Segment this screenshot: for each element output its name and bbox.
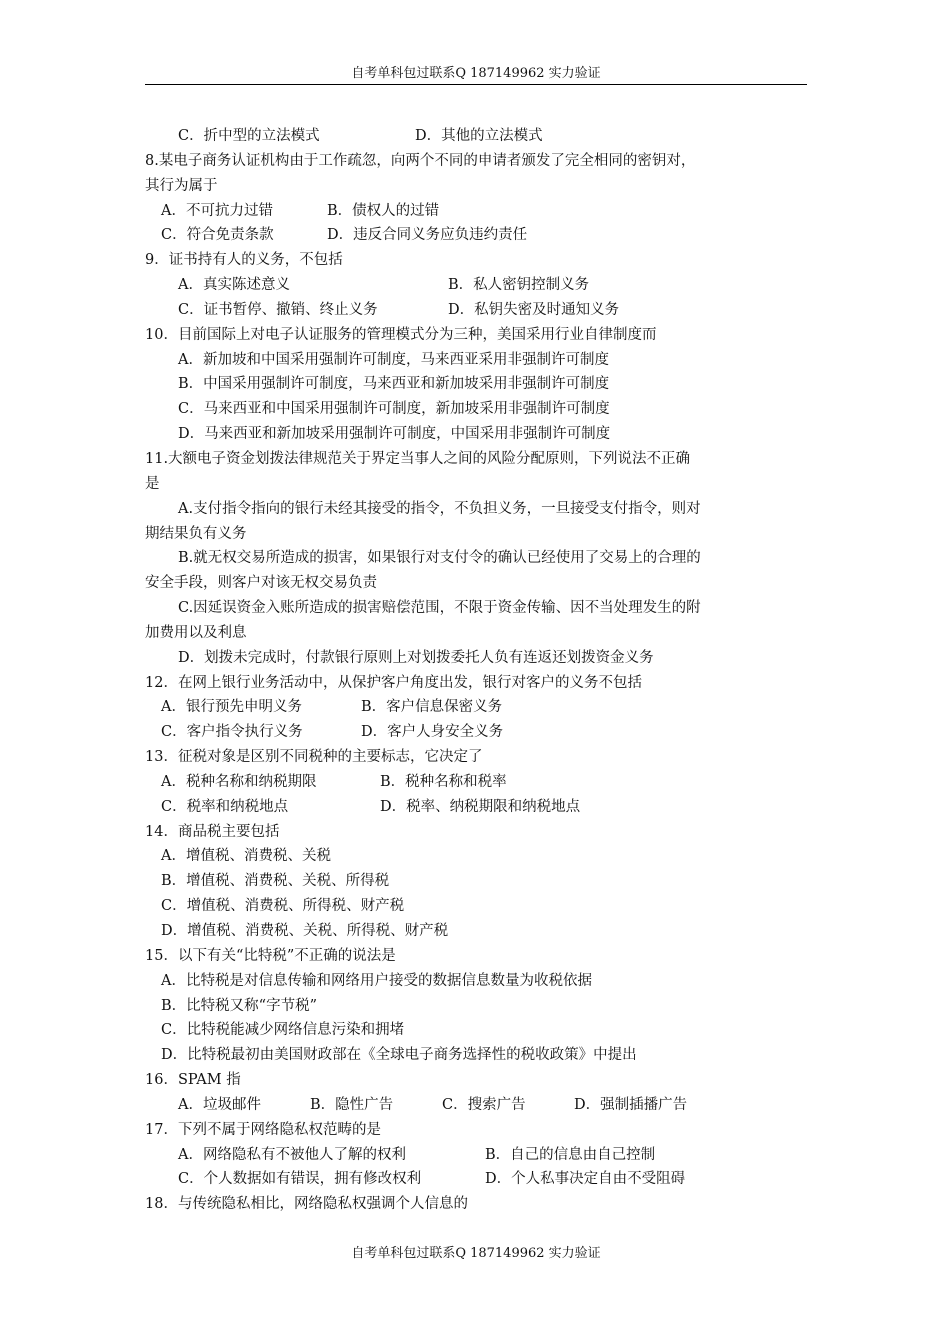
q10-option-b: B．中国采用强制许可制度，马来西亚和新加坡采用非强制许可制度 (178, 376, 610, 393)
q13-option-c: C．税率和纳税地点 (161, 798, 289, 815)
q17-option-d: D．个人私事决定自由不受阻碍 (485, 1171, 686, 1188)
q17-option-c: C．个人数据如有错误，拥有修改权利 (178, 1171, 422, 1188)
q17-options-ab (145, 1143, 815, 1168)
q7-option-d: D．其他的立法模式 (415, 128, 543, 144)
q9-options-cd (145, 298, 815, 323)
q17-option-a: A．网络隐私有不被他人了解的权利 (178, 1146, 406, 1163)
q17-stem: 17．下列不属于网络隐私权范畴的是 (145, 1121, 381, 1138)
q16-stem: 16．SPAM 指 (145, 1072, 241, 1089)
q8-option-c: C．符合免责条款 (161, 227, 274, 244)
q17-options-cd (145, 1167, 815, 1192)
q16-option-d: D．强制插播广告 (574, 1096, 688, 1113)
q9-option-d: D．私钥失密及时通知义务 (448, 301, 620, 318)
q12-options-ab (145, 695, 815, 720)
q7-options-cd (145, 124, 815, 149)
q14-option-d: D．增值税、消费税、关税、所得税、财产税 (161, 923, 449, 939)
document-body (145, 124, 815, 1217)
q16-options (145, 1093, 815, 1118)
q12-option-b: B．客户信息保密义务 (361, 699, 503, 716)
q13-options-ab (145, 770, 815, 795)
q11-option-c-cont: 加费用以及利息 (145, 624, 247, 641)
q10-option-c: C．马来西亚和中国采用强制许可制度，新加坡采用非强制许可制度 (178, 401, 610, 418)
q9-option-a: A．真实陈述意义 (178, 277, 290, 294)
q12-stem: 12．在网上银行业务活动中，从保护客户角度出发，银行对客户的义务不包括 (145, 674, 642, 691)
q13-stem: 13．征税对象是区别不同税种的主要标志，它决定了 (145, 749, 483, 766)
q11-stem-cont: 是 (145, 475, 160, 492)
q8-stem: 8.某电子商务认证机构由于工作疏忽，向两个不同的申请者颁发了完全相同的密钥对， (145, 152, 696, 169)
q13-option-d: D．税率、纳税期限和纳税地点 (380, 798, 581, 815)
q15-option-b: B．比特税又称“字节税” (161, 997, 317, 1014)
q14-option-b: B．增值税、消费税、关税、所得税 (161, 873, 390, 890)
q9-option-c: C．证书暂停、撤销、终止义务 (178, 301, 378, 318)
q8-options-cd (145, 223, 815, 248)
q16-option-b: B．隐性广告 (310, 1096, 394, 1113)
q8-option-d: D．违反合同义务应负违约责任 (327, 227, 528, 244)
q16-option-a: A．垃圾邮件 (178, 1096, 261, 1113)
q12-option-a: A．银行预先申明义务 (161, 699, 302, 716)
q8-option-a: A．不可抗力过错 (161, 202, 273, 219)
q10-option-a: A．新加坡和中国采用强制许可制度，马来西亚采用非强制许可制度 (178, 351, 609, 368)
q11-option-a: A.支付指令指向的银行未经其接受的指令，不负担义务，一旦接受支付指令，则对 (178, 500, 701, 517)
q16-option-c: C．搜索广告 (442, 1096, 526, 1113)
q8-option-b: B．债权人的过错 (327, 202, 440, 219)
q15-option-c: C．比特税能减少网络信息污染和拥堵 (161, 1022, 405, 1039)
q14-option-c: C．增值税、消费税、所得税、财产税 (161, 898, 405, 915)
q11-option-d: D．划拨未完成时，付款银行原则上对划拨委托人负有连返还划拨资金义务 (178, 649, 654, 666)
q10-stem: 10．目前国际上对电子认证服务的管理模式分为三种，美国采用行业自律制度而 (145, 326, 657, 343)
q17-option-b: B．自己的信息由自己控制 (485, 1146, 656, 1163)
q11-option-b-cont: 安全手段，则客户对该无权交易负责 (145, 575, 377, 592)
q8-options-ab (145, 199, 815, 224)
q14-stem: 14．商品税主要包括 (145, 823, 280, 840)
q11-option-c: C.因延误资金入账所造成的损害赔偿范围，不限于资金传输、因不当处理发生的附 (178, 600, 701, 617)
q15-option-a: A．比特税是对信息传输和网络用户接受的数据信息数量为收税依据 (161, 972, 592, 989)
q10-option-d: D．马来西亚和新加坡采用强制许可制度，中国采用非强制许可制度 (178, 426, 611, 443)
header-divider (145, 84, 807, 85)
q18-stem: 18．与传统隐私相比，网络隐私权强调个人信息的 (145, 1196, 468, 1213)
q12-option-c: C．客户指令执行义务 (161, 724, 303, 741)
q11-stem: 11.大额电子资金划拨法律规范关于界定当事人之间的风险分配原则，下列说法不正确 (145, 450, 691, 467)
q7-option-c: C．折中型的立法模式 (178, 128, 320, 144)
q11-option-a-cont: 期结果负有义务 (145, 525, 247, 542)
q13-option-b: B．税种名称和税率 (380, 773, 507, 790)
q13-options-cd (145, 795, 815, 820)
page-header: 自考单科包过联系Q 187149962 实力验证 (351, 66, 601, 81)
q9-stem: 9．证书持有人的义务，不包括 (145, 252, 343, 269)
page-footer: 自考单科包过联系Q 187149962 实力验证 (351, 1246, 601, 1261)
q12-options-cd (145, 720, 815, 745)
q15-stem: 15．以下有关“比特税”不正确的说法是 (145, 947, 396, 964)
q8-stem-cont: 其行为属于 (145, 177, 218, 194)
q9-options-ab (145, 273, 815, 298)
q12-option-d: D．客户人身安全义务 (361, 724, 504, 741)
q15-option-d: D．比特税最初由美国财政部在《全球电子商务选择性的税收政策》中提出 (161, 1047, 637, 1064)
q9-option-b: B．私人密钥控制义务 (448, 277, 590, 294)
q14-option-a: A．增值税、消费税、关税 (161, 848, 331, 865)
q11-option-b: B.就无权交易所造成的损害，如果银行对支付令的确认已经使用了交易上的合理的 (178, 550, 701, 567)
q13-option-a: A．税种名称和纳税期限 (161, 773, 317, 790)
